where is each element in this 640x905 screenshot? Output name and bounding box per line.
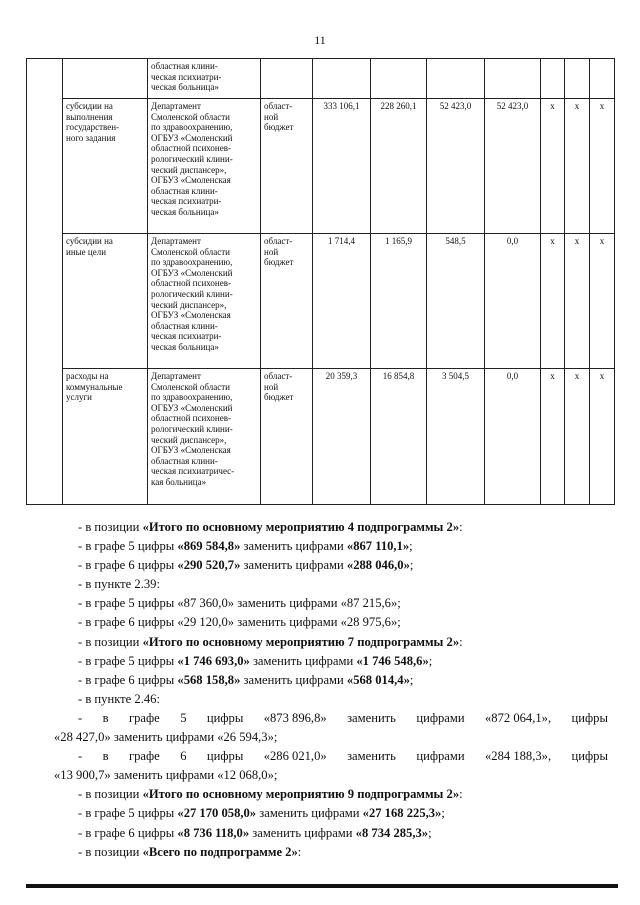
table-cell xyxy=(27,59,63,505)
text-line: - в позиции «Итого по основному мероприятию 7 подпрограммы 2»: xyxy=(78,634,463,649)
value-cell: 228 260,1 xyxy=(371,99,427,234)
table-cell xyxy=(63,59,148,99)
text-line: - в графе 5 цифры «27 170 058,0» заменить цифрами «27 168 225,3»; xyxy=(78,806,445,821)
text-line: - в пункте 2.39: xyxy=(78,577,160,592)
text-line: - в графе 6 цифры «568 158,8» заменить цифрами «568 014,4»; xyxy=(78,672,414,687)
table-cell xyxy=(427,59,485,99)
page-number: 11 xyxy=(314,33,326,47)
bottom-rule xyxy=(26,884,618,888)
text-line: - в графе 5 цифры «87 360,0» заменить цифрами «87 215,6»; xyxy=(78,596,401,611)
x-cell: x xyxy=(590,234,615,369)
source-cell: област- ной бюджет xyxy=(261,99,313,234)
table-cell xyxy=(565,59,590,99)
table-cell xyxy=(541,59,565,99)
text-line-justified: - в графе 5 цифры «873 896,8» заменить цифрами «872 064,1», цифры xyxy=(78,710,608,725)
table-cell xyxy=(590,59,615,99)
item-name-cell: субсидии на выполнения государствен- ного задания xyxy=(63,99,148,234)
table-cell xyxy=(261,59,313,99)
text-line: - в пункте 2.46: xyxy=(78,691,160,706)
text-line-justified: - в графе 6 цифры «286 021,0» заменить цифрами «284 188,3», цифры xyxy=(78,749,608,764)
executor-cell: Департамент Смоленской области по здравоохранению, ОГБУЗ «Смоленский областной психонев- рологический клини- ческий диспансер», ОГБУЗ «Смоленская областная клини- ческая психиатри- ческая больница» xyxy=(148,99,261,234)
text-line: - в позиции «Всего по подпрограмме 2»: xyxy=(78,844,302,859)
text-line: «28 427,0» заменить цифрами «26 594,3»; xyxy=(54,730,278,745)
text-line: - в графе 6 цифры «29 120,0» заменить цифрами «28 975,6»; xyxy=(78,615,401,630)
value-cell: 548,5 xyxy=(427,234,485,369)
value-cell: 1 714,4 xyxy=(313,234,371,369)
text-line: - в графе 6 цифры «8 736 118,0» заменить цифрами «8 734 285,3»; xyxy=(78,825,432,840)
text-line: - в позиции «Итого по основному мероприятию 4 подпрограммы 2»: xyxy=(78,520,463,534)
table-row xyxy=(27,369,615,505)
value-cell: 0,0 xyxy=(485,369,541,505)
table-cell xyxy=(371,59,427,99)
item-name-cell: субсидии на иные цели xyxy=(63,234,148,369)
table-cell xyxy=(313,59,371,99)
x-cell: x xyxy=(565,99,590,234)
source-cell: област- ной бюджет xyxy=(261,369,313,505)
text-line: - в графе 5 цифры «869 584,8» заменить цифрами «867 110,1»; xyxy=(78,539,413,554)
value-cell: 1 165,9 xyxy=(371,234,427,369)
value-cell: 3 504,5 xyxy=(427,369,485,505)
table-row xyxy=(27,99,615,234)
value-cell: 0,0 xyxy=(485,234,541,369)
amendment-text xyxy=(54,518,608,862)
x-cell: x xyxy=(565,369,590,505)
table-row xyxy=(27,234,615,369)
budget-table xyxy=(26,58,615,505)
executor-cell: областная клини- ческая психиатри- ческая больница» xyxy=(148,59,261,99)
x-cell: x xyxy=(541,234,565,369)
text-line: «13 900,7» заменить цифрами «12 068,0»; xyxy=(54,768,278,783)
x-cell: x xyxy=(541,99,565,234)
value-cell: 16 854,8 xyxy=(371,369,427,505)
value-cell: 333 106,1 xyxy=(313,99,371,234)
x-cell: x xyxy=(565,234,590,369)
table-row xyxy=(27,59,615,99)
x-cell: x xyxy=(541,369,565,505)
item-name-cell: расходы на коммунальные услуги xyxy=(63,369,148,505)
x-cell: x xyxy=(590,99,615,234)
table-cell xyxy=(485,59,541,99)
text-line: - в позиции «Итого по основному мероприятию 9 подпрограммы 2»: xyxy=(78,787,463,802)
executor-cell: Департамент Смоленской области по здравоохранению, ОГБУЗ «Смоленский областной психонев- рологический клини- ческий диспансер», ОГБУЗ «Смоленская областная клини- ческая психиатричес- кая больница» xyxy=(148,369,261,505)
value-cell: 20 359,3 xyxy=(313,369,371,505)
text-line: - в графе 5 цифры «1 746 693,0» заменить цифрами «1 746 548,6»; xyxy=(78,653,433,668)
text-line: - в графе 6 цифры «290 520,7» заменить цифрами «288 046,0»; xyxy=(78,558,414,573)
x-cell: x xyxy=(590,369,615,505)
source-cell: област- ной бюджет xyxy=(261,234,313,369)
value-cell: 52 423,0 xyxy=(427,99,485,234)
value-cell: 52 423,0 xyxy=(485,99,541,234)
executor-cell: Департамент Смоленской области по здравоохранению, ОГБУЗ «Смоленский областной психонев- рологический клини- ческий диспансер», ОГБУЗ «Смоленская областная клини- ческая психиатри- ческая больница» xyxy=(148,234,261,369)
